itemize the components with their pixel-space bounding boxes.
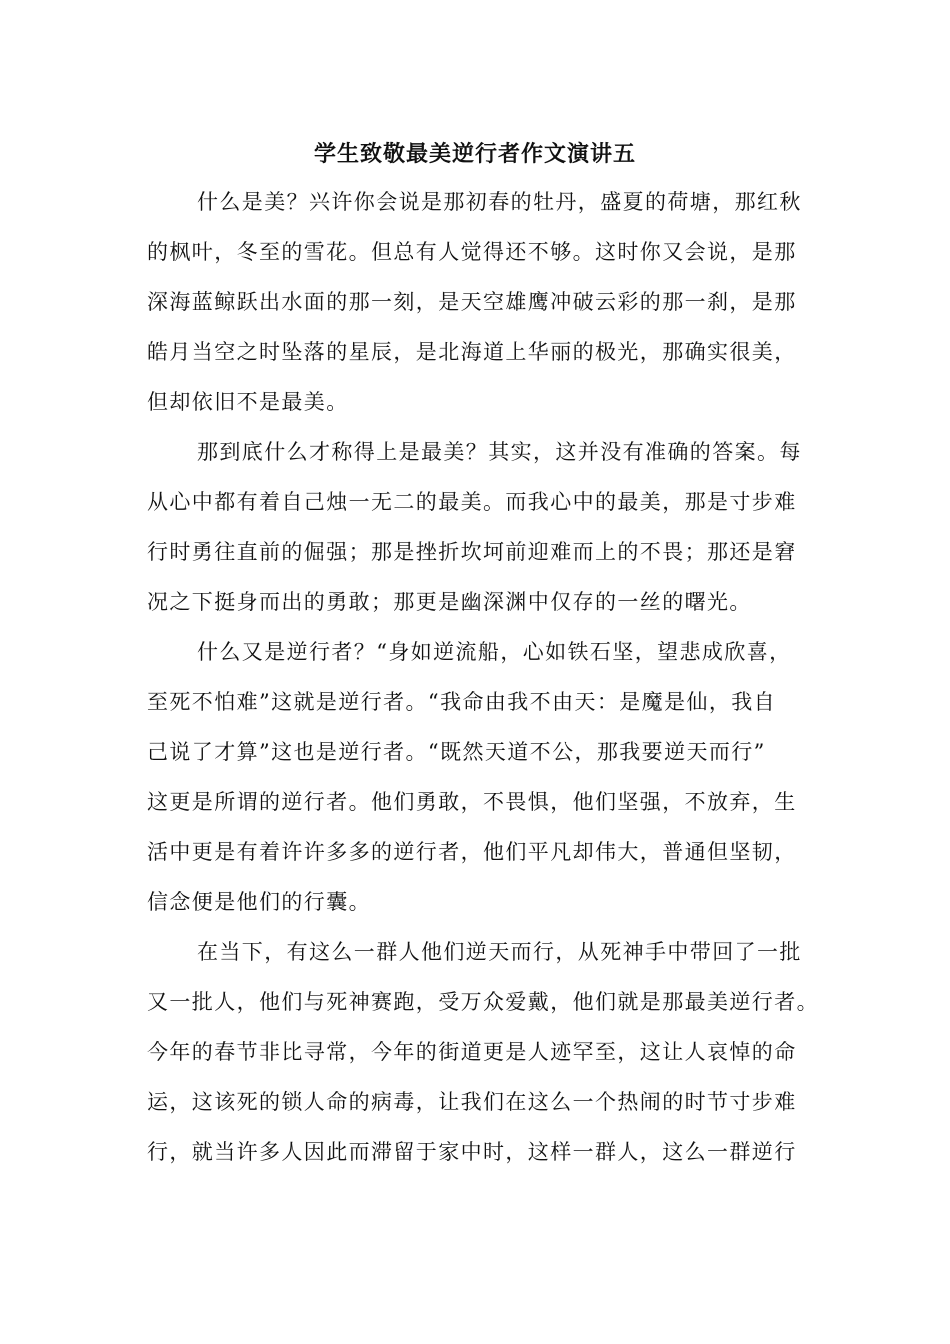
paragraph-2: [147, 436, 811, 636]
text-line: 在当下，有这么一群人他们逆天而行，从死神手中带回了一批: [197, 940, 802, 964]
text-line: 从心中都有着自己烛一无二的最美。而我心中的最美，那是寸步难: [147, 490, 797, 514]
document-body: [147, 186, 819, 1186]
text-line: 己说了才算”这也是逆行者。“既然天道不公，那我要逆天而行”: [147, 740, 766, 764]
text-line: 那到底什么才称得上是最美？其实，这并没有准确的答案。每: [197, 440, 802, 464]
text-line: 行，就当许多人因此而滞留于家中时，这样一群人，这么一群逆行: [147, 1140, 797, 1164]
text-line: 这更是所谓的逆行者。他们勇敢，不畏惧，他们坚强，不放弃，生: [147, 790, 797, 814]
document-title: 学生致敬最美逆行者作文演讲五: [313, 141, 636, 167]
text-line: 况之下挺身而出的勇敢；那更是幽深渊中仅存的一丝的曙光。: [147, 590, 752, 614]
text-line: 信念便是他们的行囊。: [147, 890, 371, 914]
paragraph-4: [147, 936, 819, 1186]
text-line: 行时勇往直前的倔强；那是挫折坎坷前迎难而上的不畏；那还是窘: [147, 540, 797, 564]
text-line: 今年的春节非比寻常，今年的街道更是人迹罕至，这让人哀悼的命: [147, 1040, 797, 1064]
text-line: 的枫叶，冬至的雪花。但总有人觉得还不够。这时你又会说，是那: [147, 240, 797, 264]
text-line: 深海蓝鲸跃出水面的那一刻，是天空雄鹰冲破云彩的那一刹，是那: [147, 290, 797, 314]
text-line: 什么是美？兴许你会说是那初春的牡丹，盛夏的荷塘，那红秋: [197, 190, 802, 214]
paragraph-3: [147, 636, 811, 936]
text-line: 什么又是逆行者？“身如逆流船，心如铁石坚，望悲成欣喜，: [197, 640, 792, 664]
text-line: 运，这该死的锁人命的病毒，让我们在这么一个热闹的时节寸步难: [147, 1090, 797, 1114]
paragraph-1: [147, 186, 811, 436]
text-line: 但却依旧不是最美。: [147, 390, 349, 414]
text-line: 活中更是有着许许多多的逆行者，他们平凡却伟大，普通但坚韧，: [147, 840, 797, 864]
text-line: 皓月当空之时坠落的星辰，是北海道上华丽的极光，那确实很美，: [147, 340, 797, 364]
text-line: 又一批人，他们与死神赛跑，受万众爱戴，他们就是那最美逆行者。: [147, 990, 819, 1014]
text-line: 至死不怕难”这就是逆行者。“我命由我不由天：是魔是仙，我自: [147, 690, 777, 714]
